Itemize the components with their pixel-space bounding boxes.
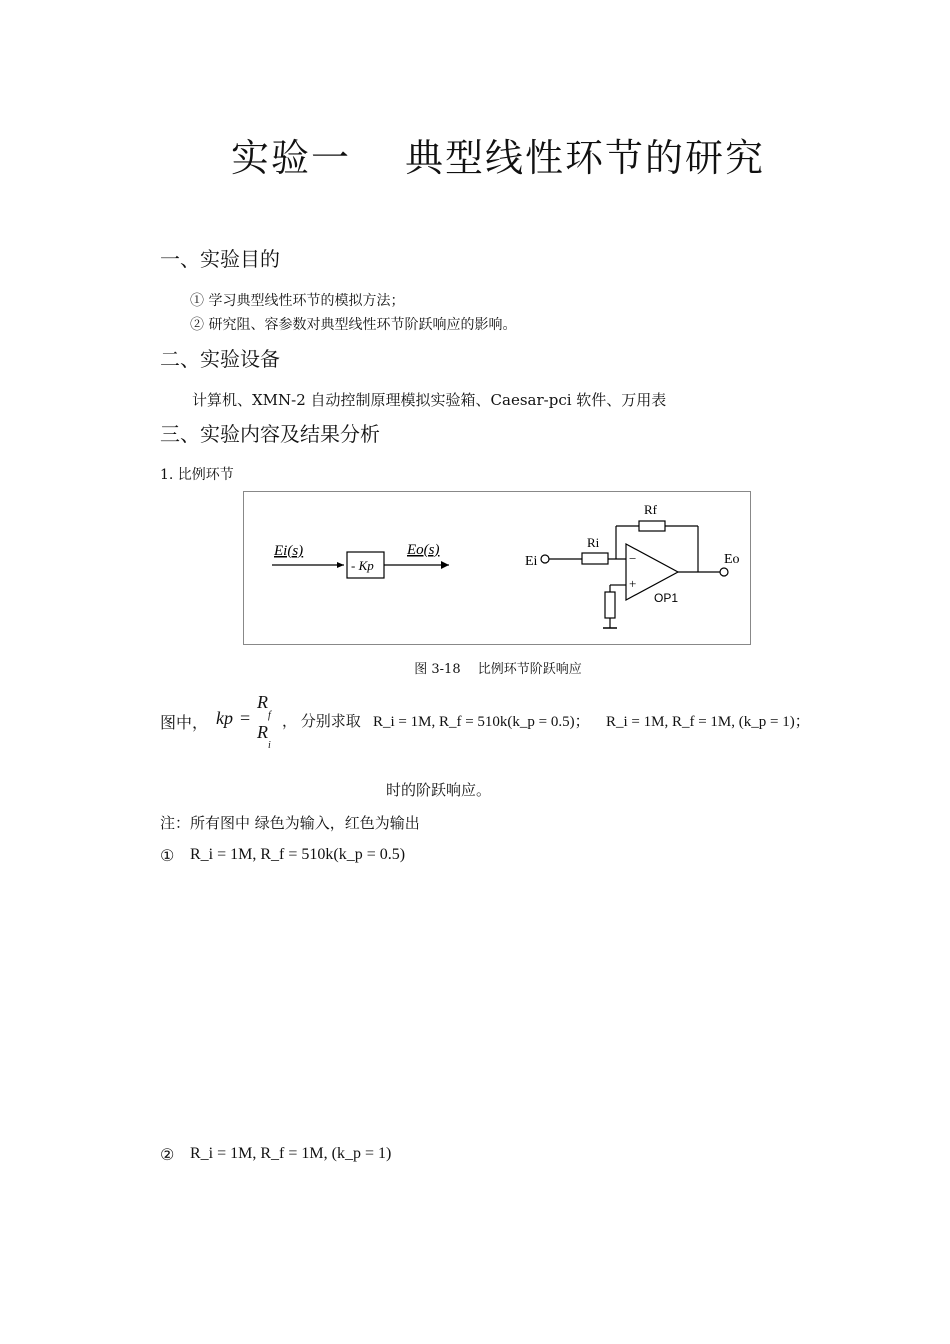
equipment-text: 计算机、XMN-2 自动控制原理模拟实验箱、Caesar-pci 软件、万用表 — [192, 391, 667, 409]
objective-item-2: ② 研究阻、容参数对典型线性环节阶跃响应的影响。 — [190, 317, 517, 333]
case2-expression: R_i = 1M, R_f = 1M, (k_p = 1) — [190, 1145, 392, 1162]
case1-expression: R_i = 1M, R_f = 510k(k_p = 0.5) — [190, 846, 406, 863]
opamp-label: OP1 — [654, 591, 679, 605]
eo-label: Eo — [724, 552, 740, 567]
resistor-ri — [582, 553, 608, 564]
subsection-proportional: 1. 比例环节 — [160, 467, 234, 483]
case1-mark: ① — [160, 846, 175, 865]
gain-label: - Kp — [351, 558, 374, 573]
page-title: 实验一 典型线性环节的研究 — [230, 136, 766, 180]
ri-label: Ri — [587, 535, 600, 550]
input-terminal — [541, 555, 549, 563]
figure-caption: 图 3-18 比例环节阶跃响应 — [414, 662, 582, 677]
input-arrow-head — [337, 562, 344, 568]
figure-frame — [243, 491, 751, 645]
resistor-rf — [639, 521, 665, 531]
kp-symbol: kp — [216, 708, 233, 728]
formula-lead: 图中， — [160, 715, 209, 732]
formula-mid: ， 分别求取 — [282, 714, 361, 730]
response-text: 时的阶跃响应。 — [386, 781, 492, 799]
case2-mark: ② — [160, 1145, 175, 1164]
formula-case1: R_i = 1M, R_f = 510k(k_p = 0.5)； — [373, 714, 590, 730]
rf-label: Rf — [644, 502, 657, 517]
output-terminal — [720, 568, 728, 576]
objective-item-1: ① 学习典型线性环节的模拟方法； — [190, 293, 405, 309]
fraction-numerator-sub: f — [268, 710, 271, 721]
ei-label: Ei — [525, 554, 538, 569]
fraction-denominator: R — [257, 722, 268, 742]
section-heading-content: 三、实验内容及结果分析 — [160, 422, 380, 446]
block-input-label: Ei(s) — [274, 543, 304, 559]
ground-resistor — [605, 592, 615, 618]
section-heading-equipment: 二、实验设备 — [160, 347, 280, 371]
color-note: 注：所有图中 绿色为输入，红色为输出 — [160, 814, 420, 832]
section-heading-objective: 一、实验目的 — [160, 247, 280, 271]
formula-case2: R_i = 1M, R_f = 1M, (k_p = 1)； — [606, 714, 810, 730]
opamp-minus: − — [629, 551, 637, 566]
opamp-plus: + — [629, 576, 637, 591]
block-output-label: Eo(s) — [407, 542, 440, 558]
formula-line — [160, 692, 840, 752]
fraction-denominator-sub: i — [268, 740, 271, 751]
output-arrow-head — [441, 561, 449, 569]
kp-equals: = — [240, 708, 251, 728]
proportional-diagram — [244, 492, 752, 646]
fraction-numerator: R — [257, 692, 268, 712]
